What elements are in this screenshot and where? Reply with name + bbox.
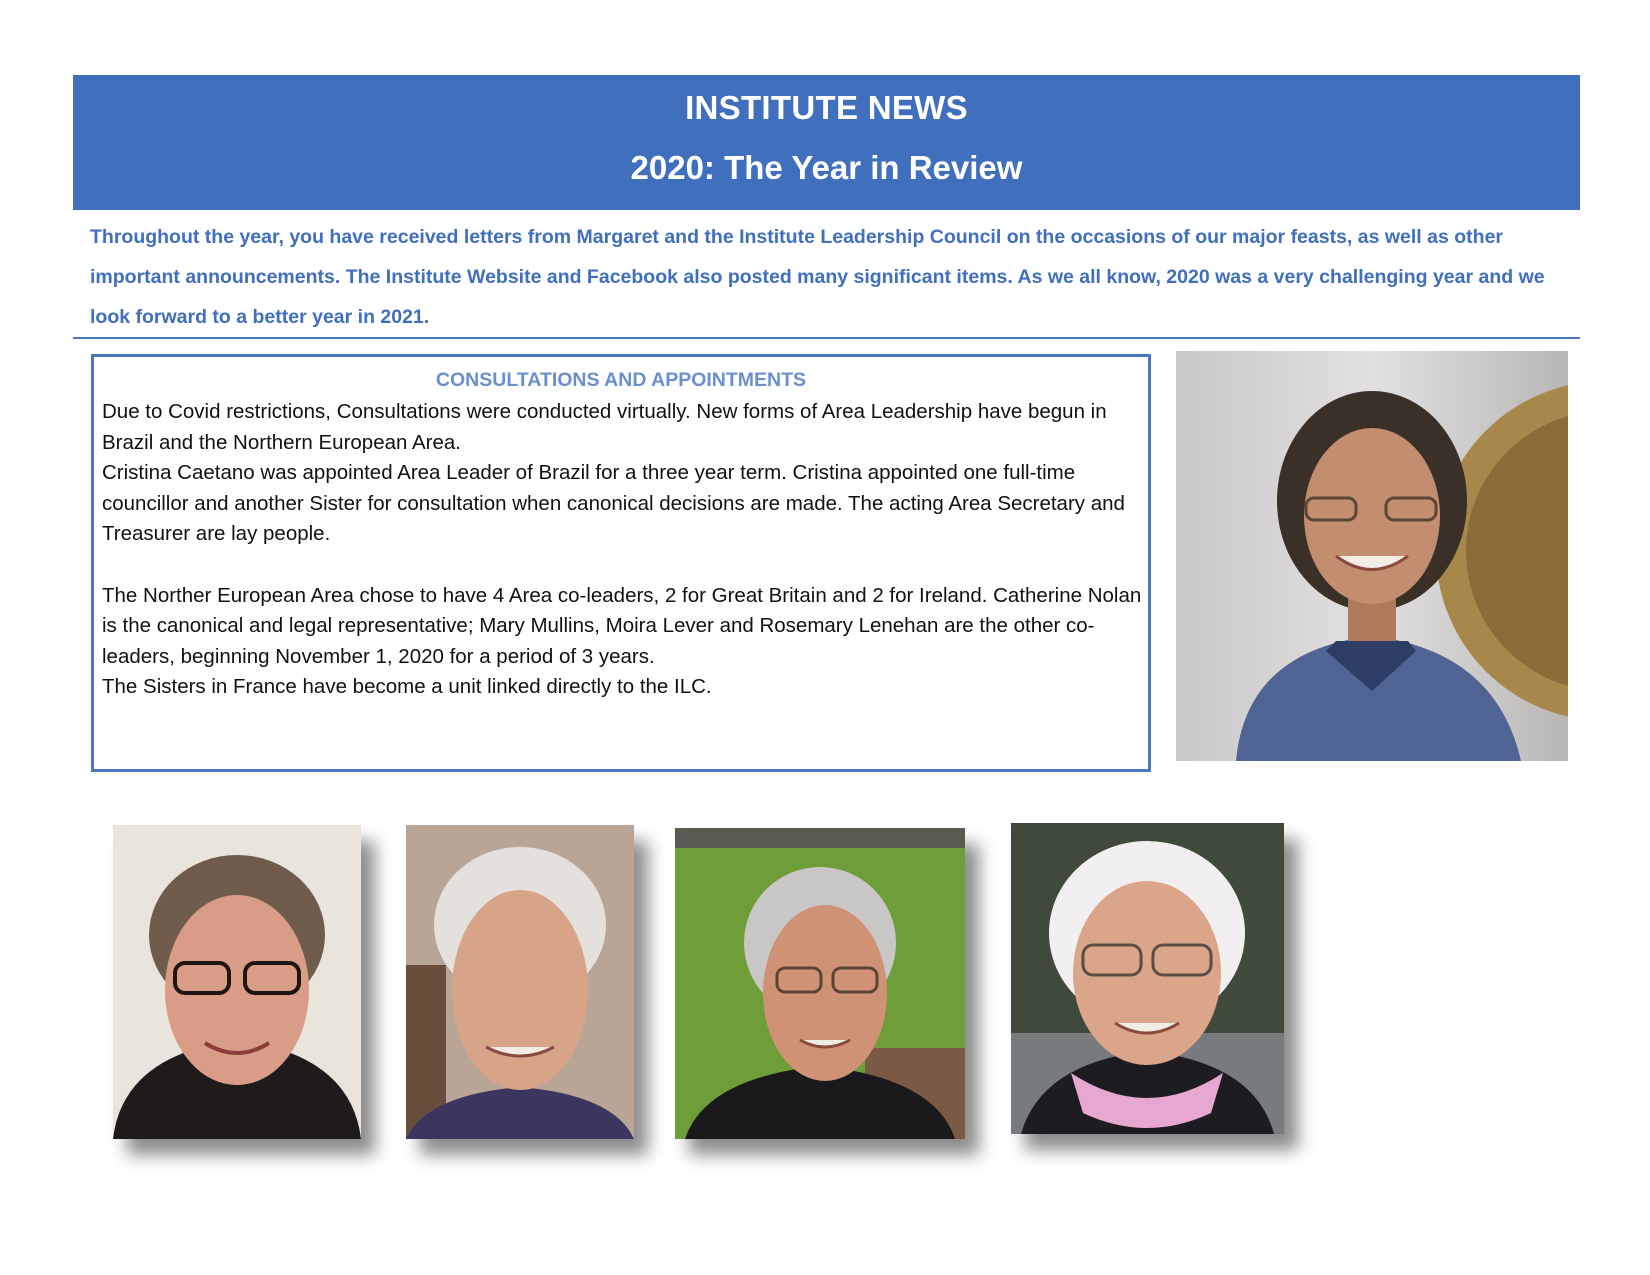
paragraph-gap [102, 550, 1142, 581]
header-banner [73, 75, 1580, 210]
portrait-photo-3 [675, 828, 965, 1139]
divider [73, 337, 1580, 339]
page-subtitle: 2020: The Year in Review [630, 149, 1023, 186]
consultations-box [91, 354, 1151, 772]
section-title: CONSULTATIONS AND APPOINTMENTS [435, 369, 807, 391]
portrait-photo-main [1176, 351, 1568, 761]
portrait-photo-1 [113, 825, 361, 1139]
intro-text: Throughout the year, you have received letters from Margaret and the Institute Leadership Council on the occasions of our major feasts, as well as other important announcements. The Institute Website and Facebook also posted many significant items. As we all know, 2020 was a very challenging year and we look forward to a better year in 2021. [90, 226, 1545, 328]
portrait-photo-2 [406, 825, 634, 1139]
section-paragraph-4: The Sisters in France have become a unit linked directly to the ILC. [102, 675, 712, 699]
section-paragraph-2: Cristina Caetano was appointed Area Leader of Brazil for a three year term. Cristina appointed one full-time councillor and another Sister for consultation when canonical decisions are made. The acting Area Secretary and Treasurer are lay people. [102, 461, 1125, 546]
section-paragraph-1: Due to Covid restrictions, Consultations were conducted virtually. New forms of Area Leadership have begun in Brazil and the Northern European Area. [102, 400, 1107, 454]
portrait-photo-4 [1011, 823, 1284, 1134]
section-paragraph-3: The Norther European Area chose to have 4 Area co-leaders, 2 for Great Britain and 2 for Ireland. Catherine Nolan is the canonical and legal representative; Mary Mullins, Moira Lever and Rosemary Lenehan are the other co-leaders, beginning November 1, 2020 for a period of 3 years. [102, 583, 1142, 668]
intro-paragraph [90, 217, 1570, 337]
page-title: INSTITUTE NEWS [685, 89, 968, 126]
section-body [102, 397, 1142, 703]
